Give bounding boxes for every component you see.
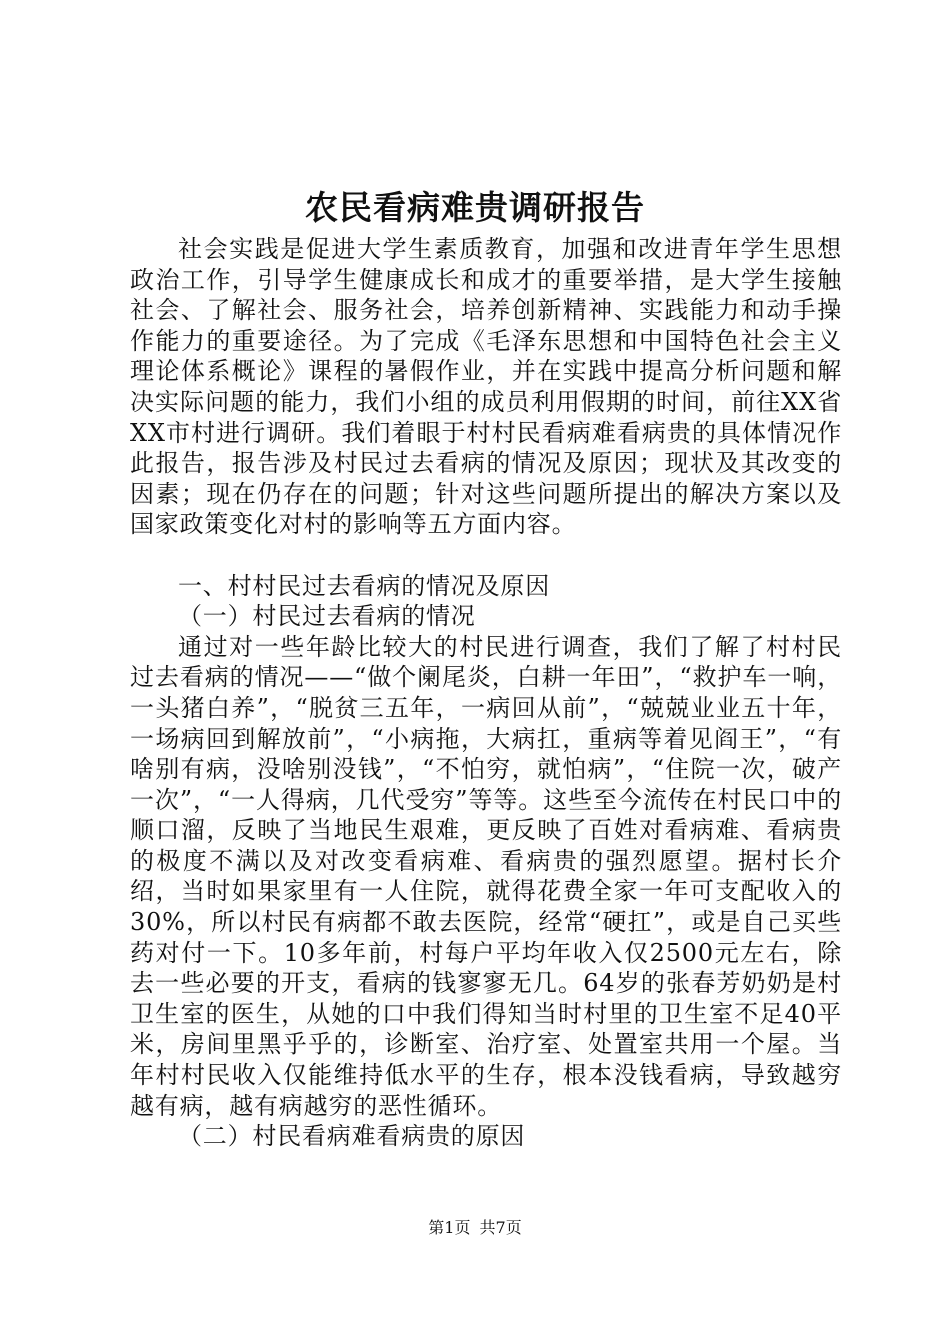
document-body [130, 234, 842, 1152]
page-number: 第1页 [428, 1218, 471, 1237]
page-footer [0, 1216, 950, 1240]
paragraph-spacer [130, 540, 842, 571]
document-title: 农民看病难贵调研报告 [305, 188, 645, 227]
subsection-paragraph: 通过对一些年龄比较大的村民进行调查，我们了解了村村民过去看病的情况——“做个阑尾炎，白耕一年田”，“救护车一响，一头猪白养”，“脱贫三五年，一病回从前”，“兢兢业业五十年，一场病回到解放前”，“小病拖，大病扛，重病等着见阎王”，“有啥别有病，没啥别没钱”，“不怕穷，就怕病”，“住院一次，破产一次”，“一人得病，几代受穷”等等。这些至今流传在村民口中的顺口溜，反映了当地民生艰难，更反映了百姓对看病难、看病贵的极度不满以及对改变看病难、看病贵的强烈愿望。据村长介绍，当时如果家里有一人住院，就得花费全家一年可支配收入的30%，所以村民有病都不敢去医院，经常“硬扛”，或是自己买些药对付一下。10多年前，村每户平均年收入仅2500元左右，除去一些必要的开支，看病的钱寥寥无几。64岁的张春芳奶奶是村卫生室的医生，从她的口中我们得知当时村里的卫生室不足40平米，房间里黑乎乎的，诊断室、治疗室、处置室共用一个屋。当年村村民收入仅能维持低水平的生存，根本没钱看病，导致越穷越有病，越有病越穷的恶性循环。 [130, 632, 842, 1120]
intro-paragraph: 社会实践是促进大学生素质教育，加强和改进青年学生思想政治工作，引导学生健康成长和成才的重要举措，是大学生接触社会、了解社会、服务社会，培养创新精神、实践能力和动手操作能力的重要途径。为了完成《毛泽东思想和中国特色社会主义理论体系概论》课程的暑假作业，并在实践中提高分析问题和解决实际问题的能力，我们小组的成员利用假期的时间，前往XX省XX市村进行调研。我们着眼于村村民看病难看病贵的具体情况作此报告，报告涉及村民过去看病的情况及原因；现状及其改变的因素；现在仍存在的问题；针对这些问题所提出的解决方案以及国家政策变化对村的影响等五方面内容。 [130, 235, 842, 539]
subsection-heading-2: （二）村民看病难看病贵的原因 [178, 1122, 526, 1151]
subsection-heading: （一）村民过去看病的情况 [178, 602, 476, 631]
section-heading: 一、村村民过去看病的情况及原因 [178, 571, 550, 600]
page-total: 共7页 [479, 1218, 522, 1237]
